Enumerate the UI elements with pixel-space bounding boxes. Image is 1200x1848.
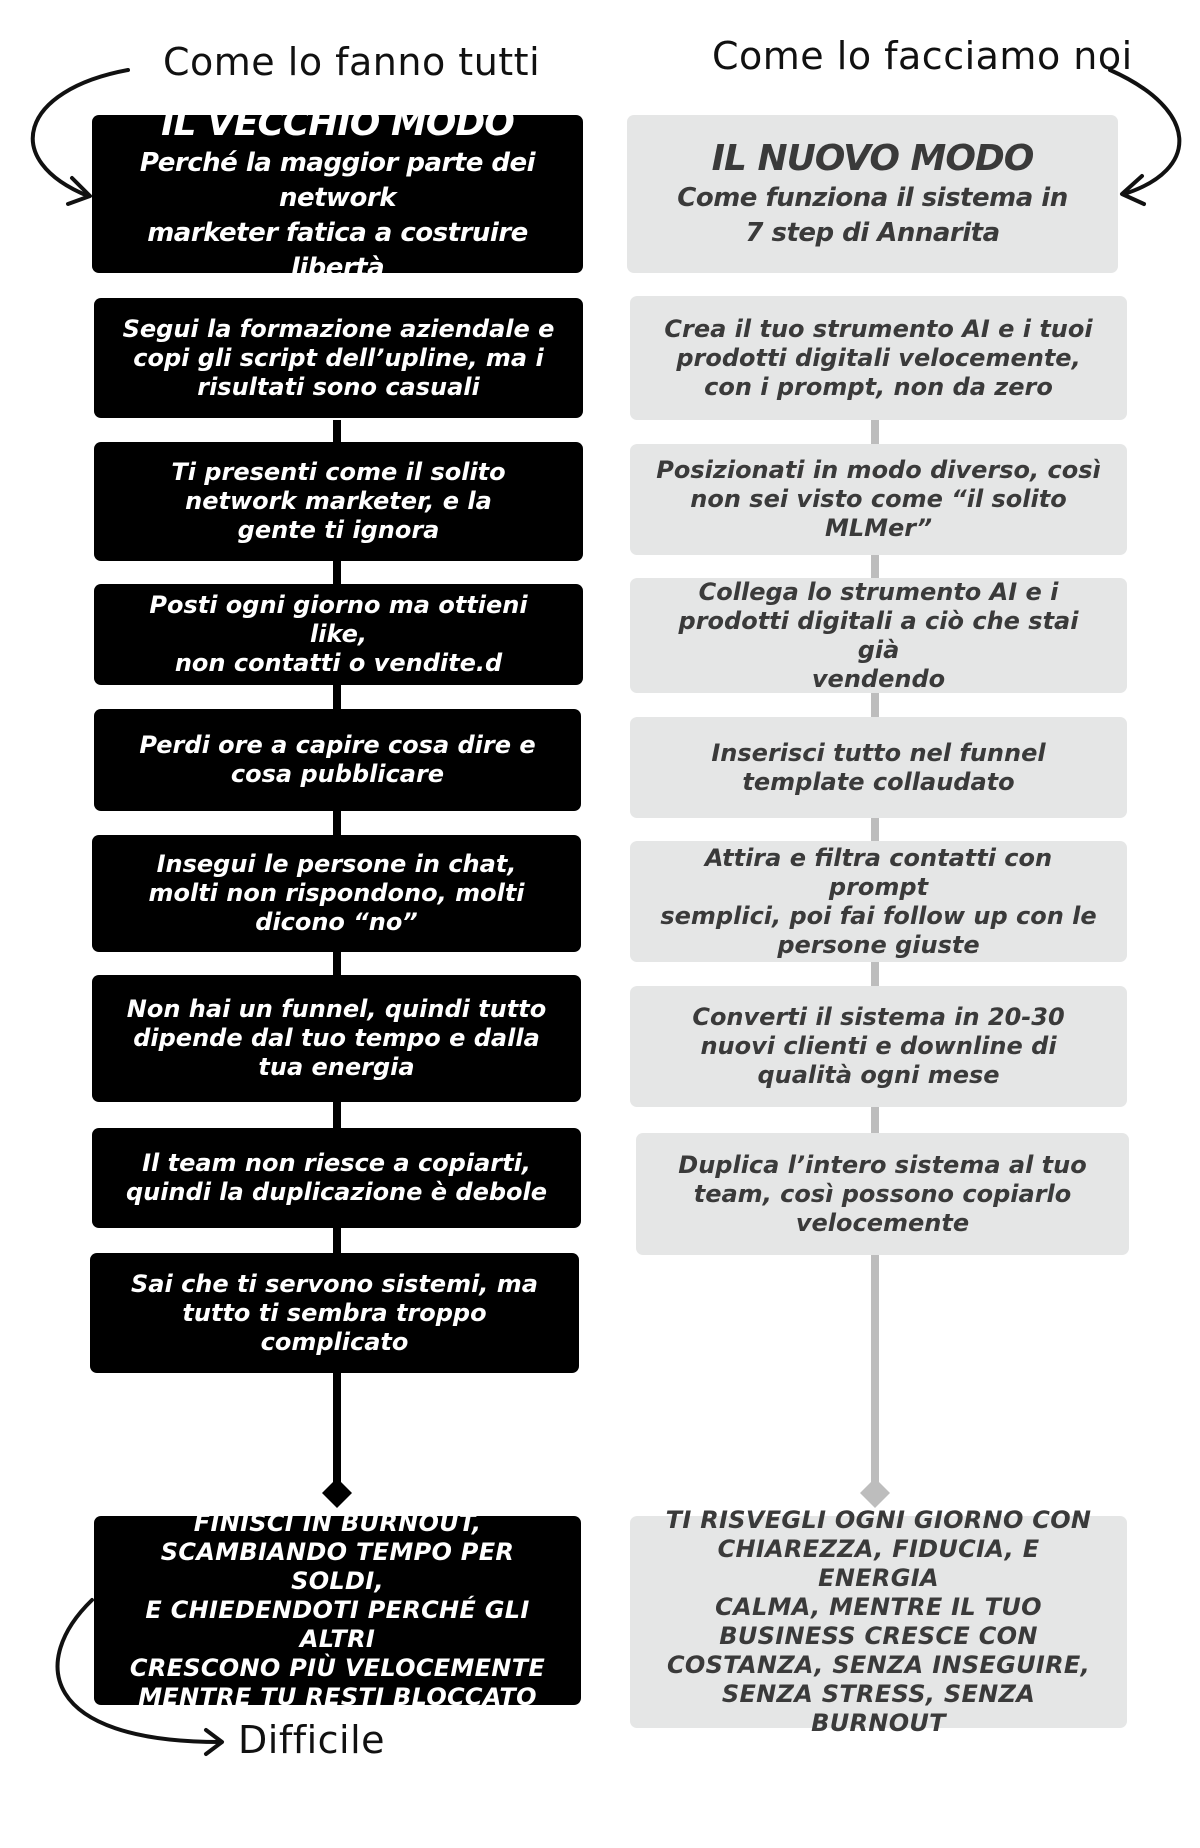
new-way-step-2: Posizionati in modo diverso, così non sei visto come “il solito MLMer”: [630, 444, 1127, 555]
old-way-step-2: Ti presenti come il solito network marketer, e la gente ti ignora: [94, 442, 583, 561]
old-way-step-5: Insegui le persone in chat, molti non rispondono, molti dicono “no”: [92, 835, 581, 952]
old-way-step-4: Perdi ore a capire cosa dire e cosa pubblicare: [94, 709, 581, 811]
label-difficile-hand: Difficile: [238, 1718, 386, 1762]
old-way-step-1: Segui la formazione aziendale e copi gli script dell’upline, ma i risultati sono casuali: [94, 298, 583, 418]
new-way-step-6: Converti il sistema in 20-30 nuovi clienti e downline di qualità ogni mese: [630, 986, 1127, 1107]
new-way-step-7: Duplica l’intero sistema al tuo team, così possono copiarlo velocemente: [636, 1133, 1129, 1255]
new-way-subtitle-1: Come funziona il sistema in: [677, 183, 1068, 213]
old-way-subtitle-1: Perché la maggior parte dei network: [139, 148, 536, 213]
new-way-step-3: Collega lo strumento AI e i prodotti digitali a ciò che stai già vendendo: [630, 578, 1127, 693]
old-way-subtitle-2: marketer fatica a costruire libertà: [147, 218, 528, 283]
label-new-way-hand: Come lo facciamo noi: [712, 34, 1133, 78]
new-way-title: IL NUOVO MODO: [711, 138, 1034, 179]
new-way-step-4: Inserisci tutto nel funnel template collaudato: [630, 717, 1127, 818]
old-way-step-6: Non hai un funnel, quindi tutto dipende dal tuo tempo e dalla tua energia: [92, 975, 581, 1102]
old-way-step-3: Posti ogni giorno ma ottieni like, non contatti o vendite.d: [94, 584, 583, 685]
old-way-header: [92, 103, 583, 283]
right-curved-arrow-icon: [1110, 70, 1179, 194]
new-way-step-5: Attira e filtra contatti con prompt semplici, poi fai follow up con le persone giuste: [630, 841, 1127, 962]
new-way-step-1: Crea il tuo strumento AI e i tuoi prodotti digitali velocemente, con i prompt, non da zero: [630, 296, 1127, 420]
label-old-way-hand: Come lo fanno tutti: [163, 40, 541, 84]
new-way-result: TI RISVEGLI OGNI GIORNO CON CHIAREZZA, FIDUCIA, E ENERGIA CALMA, MENTRE IL TUO BUSINESS CRESCE CON COSTANZA, SENZA INSEGUIRE, SENZA STRESS, SENZA BURNOUT: [630, 1516, 1127, 1728]
new-way-header: [627, 115, 1118, 273]
new-way-subtitle-2: 7 step di Annarita: [745, 218, 1000, 248]
old-way-diamond: [322, 1478, 352, 1508]
old-way-result: FINISCI IN BURNOUT, SCAMBIANDO TEMPO PER SOLDI, E CHIEDENDOTI PERCHÉ GLI ALTRI CRESCONO PIÙ VELOCEMENTE MENTRE TU RESTI BLOCCATO: [94, 1516, 581, 1705]
old-way-title: IL VECCHIO MODO: [161, 103, 514, 144]
new-way-diamond: [860, 1478, 890, 1508]
old-way-step-8: Sai che ti servono sistemi, ma tutto ti sembra troppo complicato: [90, 1253, 579, 1373]
old-way-step-7: Il team non riesce a copiarti, quindi la duplicazione è debole: [92, 1128, 581, 1228]
